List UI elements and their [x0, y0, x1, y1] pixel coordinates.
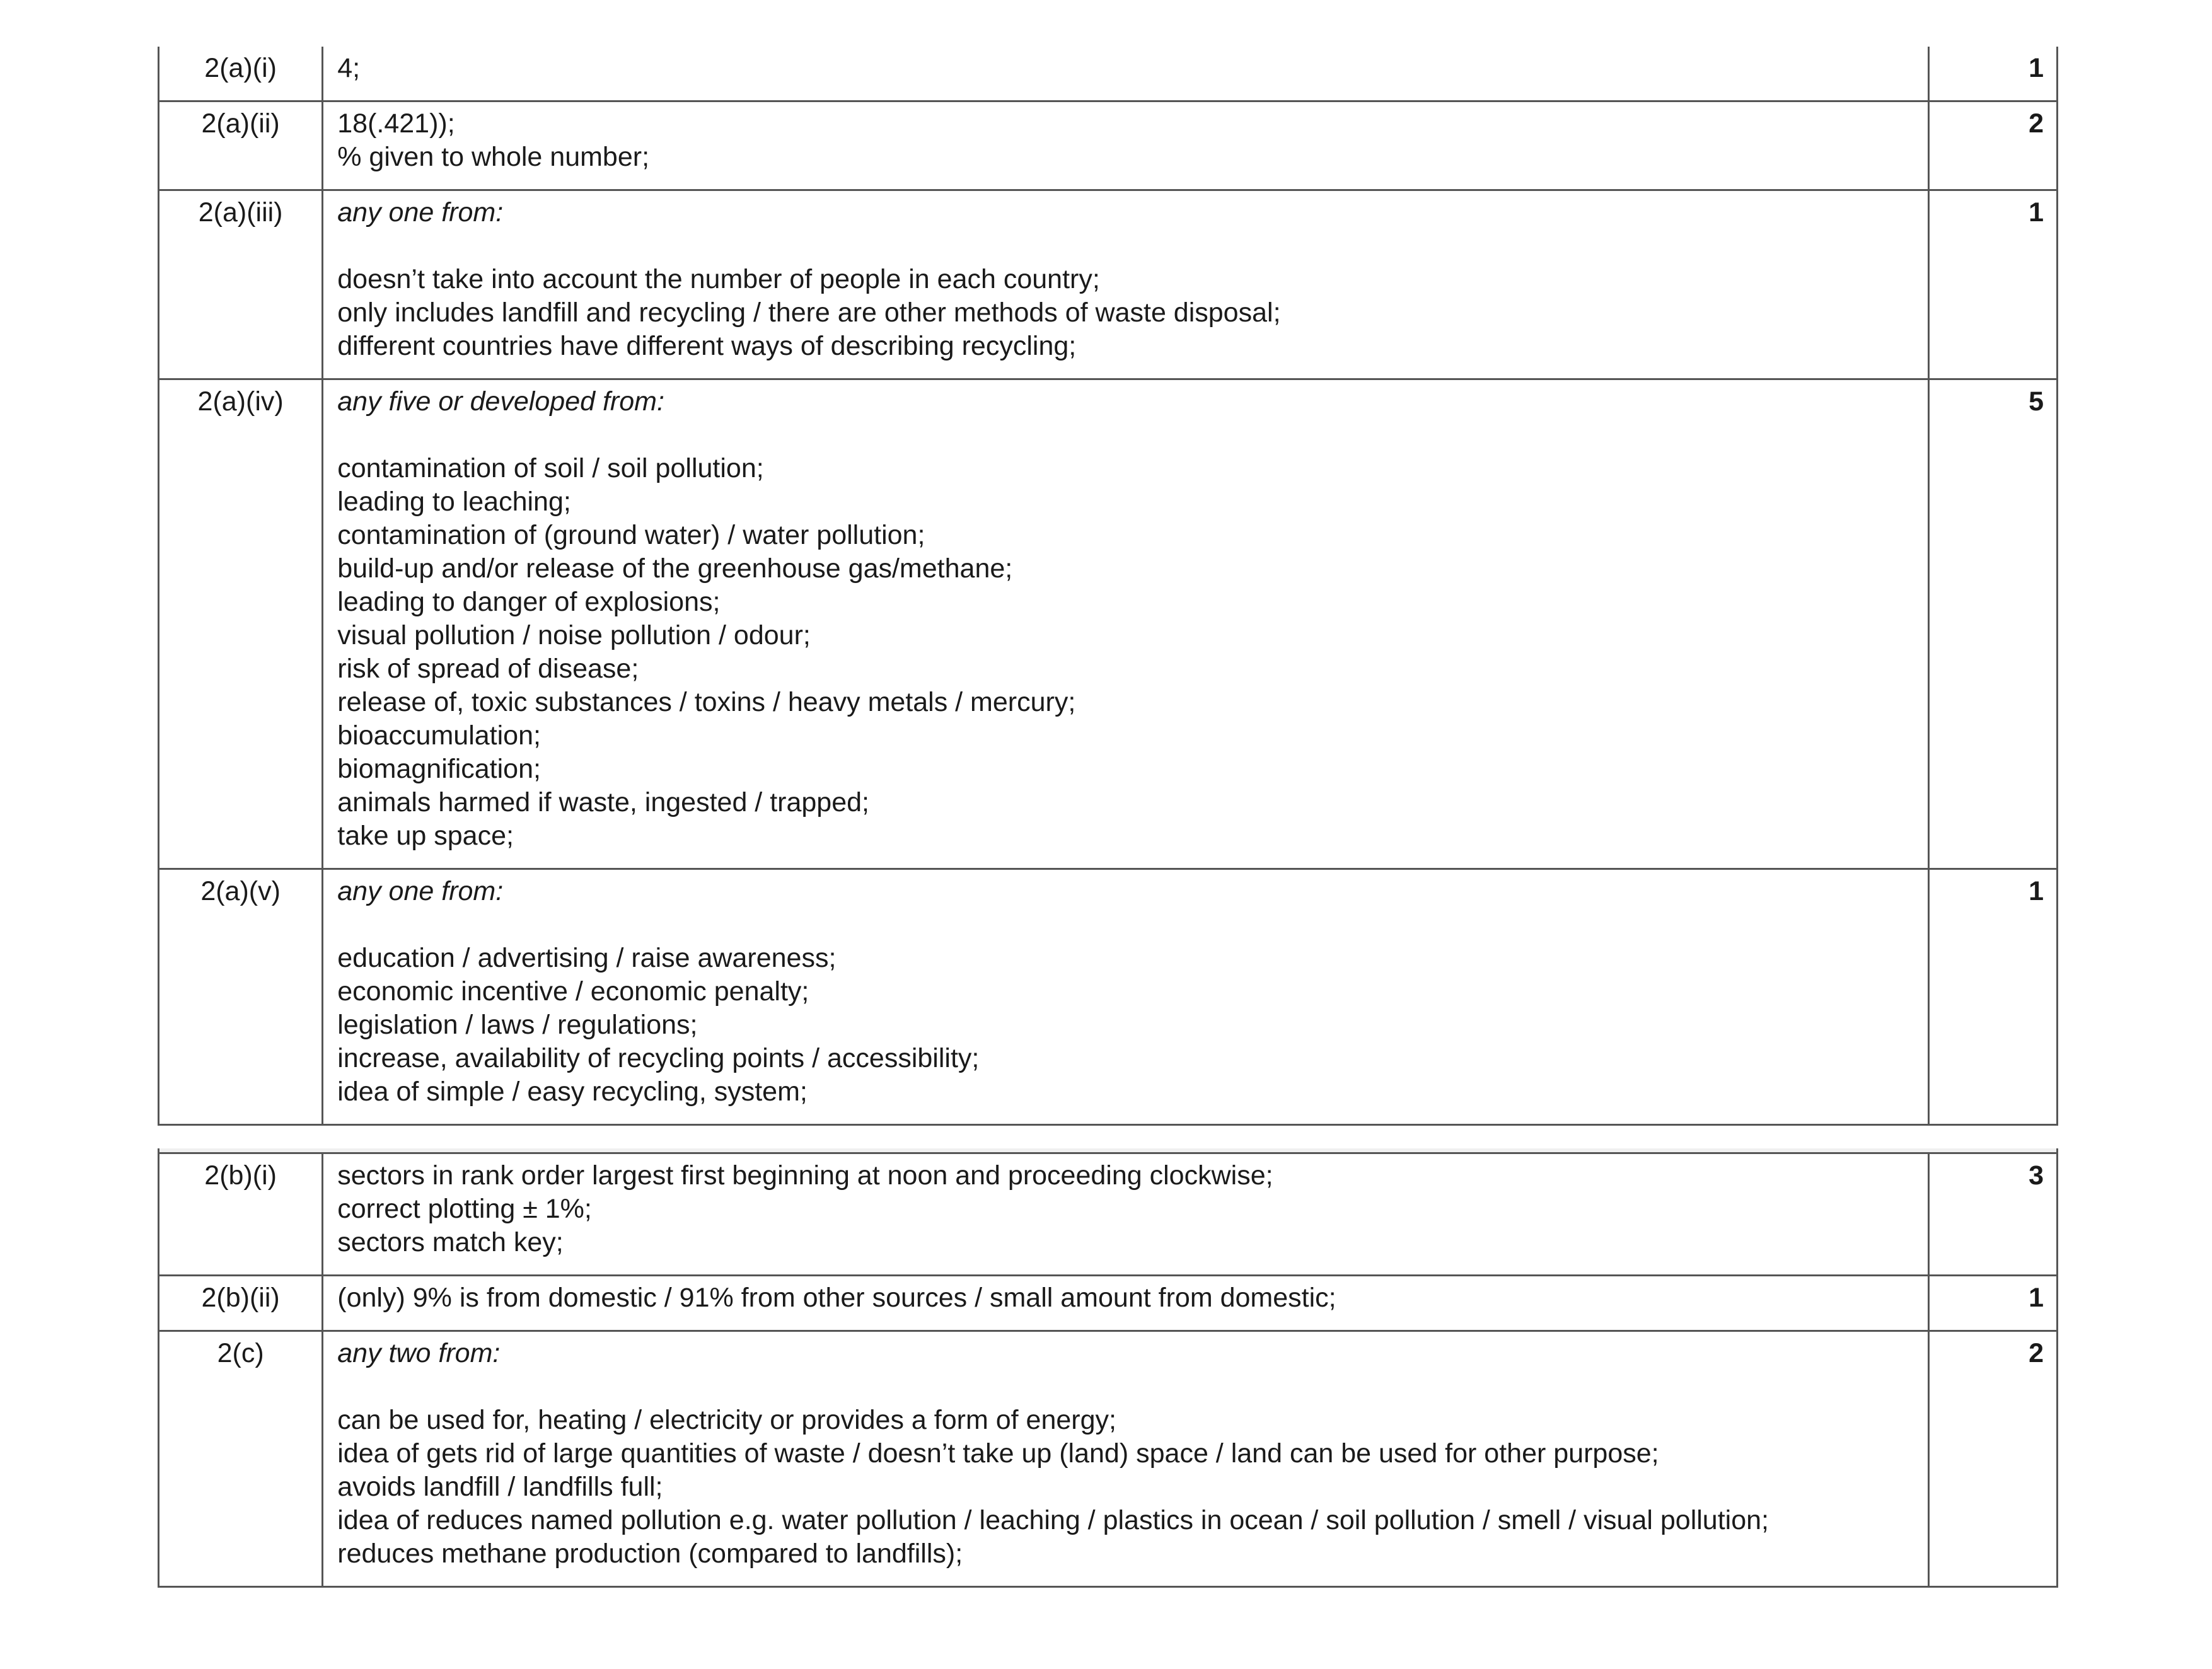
- question-number: 2(a)(ii): [159, 101, 323, 190]
- marks-cell: 2: [1928, 1331, 2057, 1587]
- marks-cell: 1: [1928, 1276, 2057, 1331]
- question-number: 2(b)(i): [159, 1153, 323, 1276]
- mark-scheme-table-lower: [158, 1152, 2058, 1588]
- question-number: 2(b)(ii): [159, 1276, 323, 1331]
- answer-line: release of, toxic substances / toxins / heavy metals / mercury;: [337, 687, 1076, 717]
- answer-intro: any one from:: [337, 197, 504, 228]
- answer-cell: [323, 1331, 1929, 1587]
- answer-line: leading to leaching;: [337, 487, 571, 517]
- table-row: [159, 101, 2058, 190]
- answer-lines: [337, 107, 1915, 174]
- answer-intro: any five or developed from:: [337, 386, 664, 417]
- question-number: 2(a)(v): [159, 869, 323, 1125]
- answer-lines: [337, 263, 1915, 363]
- answer-cell: [323, 869, 1929, 1125]
- answer-line: can be used for, heating / electricity or provides a form of energy;: [337, 1405, 1116, 1435]
- answer-lines: [337, 1159, 1915, 1259]
- mark-scheme-table-upper: [158, 47, 2058, 1126]
- answer-line: (only) 9% is from domestic / 91% from other sources / small amount from domestic;: [337, 1283, 1336, 1313]
- answer-line: sectors match key;: [337, 1227, 564, 1257]
- answer-line: legislation / laws / regulations;: [337, 1010, 698, 1040]
- table-row: [159, 1153, 2058, 1276]
- answer-lines: [337, 52, 1915, 85]
- marks-cell: 3: [1928, 1153, 2057, 1276]
- answer-line: leading to danger of explosions;: [337, 587, 721, 617]
- answer-cell: [323, 379, 1929, 869]
- question-number: 2(a)(iv): [159, 379, 323, 869]
- answer-line: bioaccumulation;: [337, 720, 541, 751]
- answer-line: biomagnification;: [337, 754, 541, 784]
- answer-line: sectors in rank order largest first beginning at noon and proceeding clockwise;: [337, 1160, 1273, 1191]
- mark-scheme-body-upper: [159, 47, 2058, 1125]
- answer-lines: [337, 1404, 1915, 1571]
- answer-line: 4;: [337, 53, 361, 83]
- table-row: [159, 869, 2058, 1125]
- answer-line: different countries have different ways of describing recycling;: [337, 331, 1077, 361]
- table-row: [159, 47, 2058, 101]
- answer-cell: [323, 101, 1929, 190]
- answer-line: education / advertising / raise awareness;: [337, 943, 837, 973]
- mark-scheme-body-lower: [159, 1153, 2058, 1587]
- answer-line: animals harmed if waste, ingested / trapped;: [337, 787, 869, 817]
- answer-cell: [323, 47, 1929, 101]
- answer-line: contamination of soil / soil pollution;: [337, 453, 764, 483]
- table-row: [159, 379, 2058, 869]
- answer-lines: [337, 452, 1915, 853]
- answer-line: risk of spread of disease;: [337, 654, 639, 684]
- answer-line: idea of simple / easy recycling, system;: [337, 1077, 808, 1107]
- table-row: [159, 1331, 2058, 1587]
- question-number: 2(c): [159, 1331, 323, 1587]
- answer-cell: [323, 1276, 1929, 1331]
- marks-cell: 1: [1928, 190, 2057, 379]
- answer-lines: [337, 1281, 1915, 1315]
- answer-line: avoids landfill / landfills full;: [337, 1472, 663, 1502]
- answer-lines: [337, 942, 1915, 1109]
- marks-cell: 1: [1928, 47, 2057, 101]
- answer-line: only includes landfill and recycling / there are other methods of waste disposal;: [337, 297, 1281, 328]
- answer-line: % given to whole number;: [337, 142, 650, 172]
- answer-line: build-up and/or release of the greenhouse gas/methane;: [337, 553, 1013, 584]
- answer-intro: any two from:: [337, 1338, 501, 1368]
- answer-cell: [323, 1153, 1929, 1276]
- answer-intro: any one from:: [337, 876, 504, 906]
- answer-line: visual pollution / noise pollution / odour;: [337, 620, 811, 650]
- marks-cell: 5: [1928, 379, 2057, 869]
- answer-line: 18(.421));: [337, 108, 455, 139]
- answer-line: contamination of (ground water) / water pollution;: [337, 520, 925, 550]
- question-number: 2(a)(i): [159, 47, 323, 101]
- marks-cell: 1: [1928, 869, 2057, 1125]
- answer-line: increase, availability of recycling points / accessibility;: [337, 1043, 980, 1073]
- question-number: 2(a)(iii): [159, 190, 323, 379]
- answer-line: take up space;: [337, 821, 514, 851]
- answer-line: idea of reduces named pollution e.g. water pollution / leaching / plastics in ocean / soil pollution / smell / visual pollution;: [337, 1505, 1769, 1535]
- answer-line: doesn’t take into account the number of people in each country;: [337, 264, 1100, 294]
- answer-cell: [323, 190, 1929, 379]
- table-row: [159, 190, 2058, 379]
- answer-line: idea of gets rid of large quantities of waste / doesn’t take up (land) space / land can be used for other purpose;: [337, 1438, 1659, 1469]
- table-row: [159, 1276, 2058, 1331]
- answer-line: economic incentive / economic penalty;: [337, 976, 809, 1007]
- marks-cell: 2: [1928, 101, 2057, 190]
- answer-line: reduces methane production (compared to landfills);: [337, 1539, 963, 1569]
- answer-line: correct plotting ± 1%;: [337, 1194, 592, 1224]
